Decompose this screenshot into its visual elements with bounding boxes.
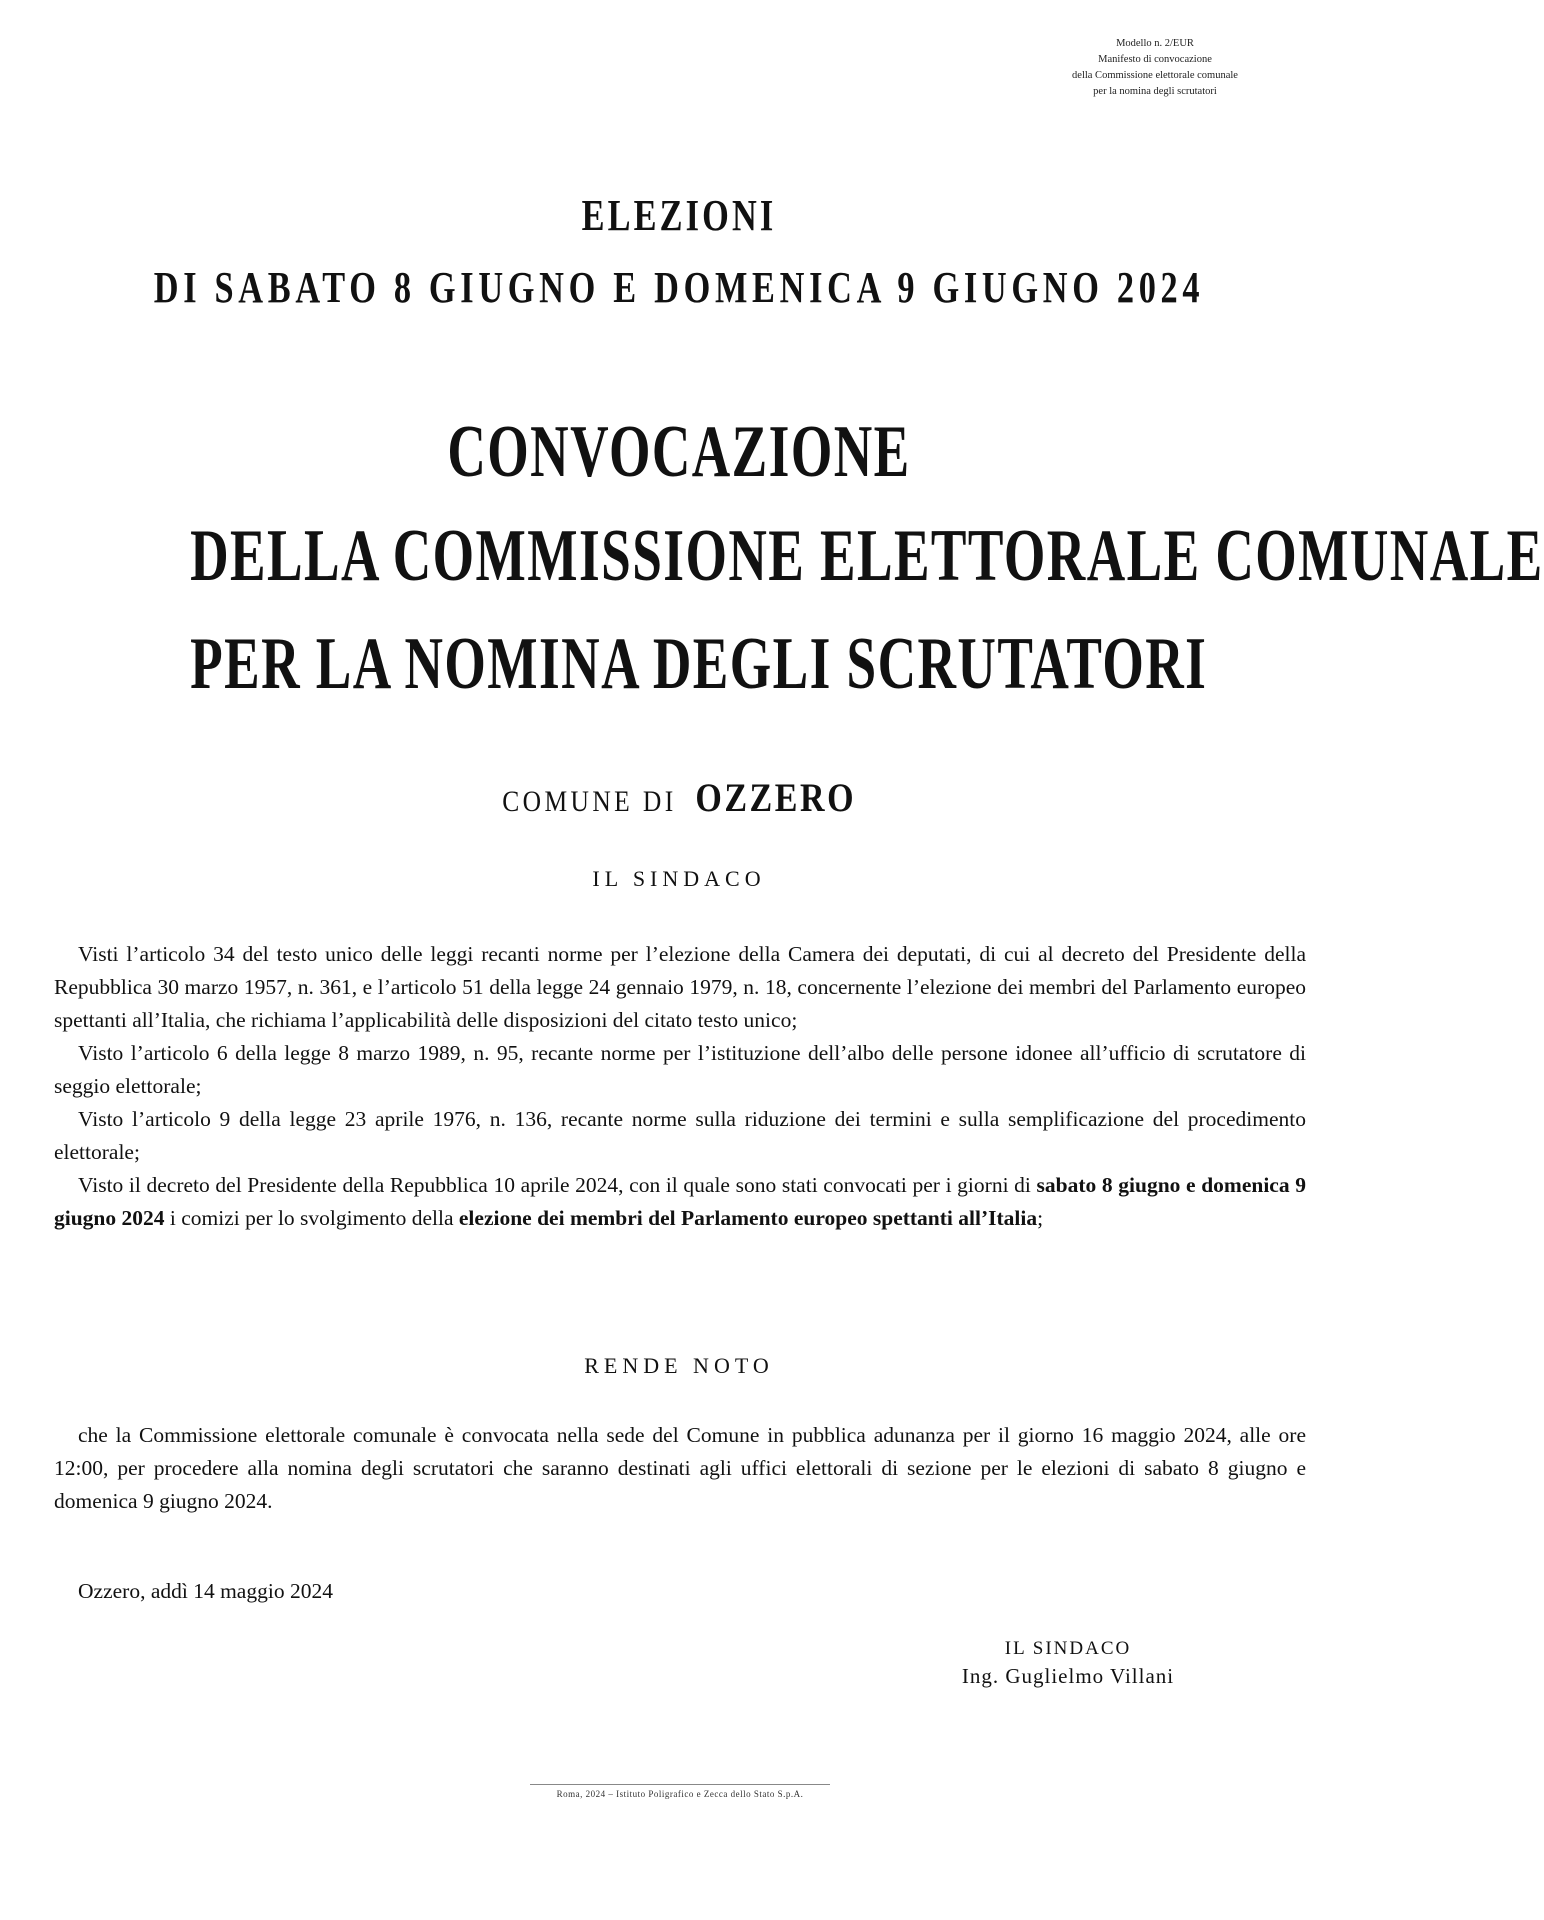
- municipality-line: [0, 774, 1358, 821]
- decree-election-bold: elezione dei membri del Parlamento europeo spettanti all’Italia: [458, 1206, 1038, 1230]
- municipality-prefix: COMUNE DI: [502, 785, 677, 818]
- decree-text-a: Visto il decreto del Presidente della Repubblica 10 aprile 2024, con il quale sono stati convocati per i giorni di: [78, 1173, 1037, 1197]
- decree-text-c: i comizi per lo svolgimento della: [164, 1206, 459, 1230]
- elections-heading: ELEZIONI: [581, 191, 777, 240]
- signature-title: IL SINDACO: [1004, 1638, 1132, 1659]
- model-desc-line-1: Manifesto di convocazione: [1098, 54, 1212, 65]
- model-desc-line-3: per la nomina degli scrutatori: [1093, 86, 1217, 97]
- paragraph-art-9: Visto l’articolo 9 della legge 23 aprile 1976, n. 136, recante norme sulla riduzione dei termini e sulla semplificazione del procedimento elettorale;: [54, 1107, 1306, 1164]
- notice-paragraph: che la Commissione elettorale comunale è convocata nella sede del Comune in pubblica adunanza per il giorno 16 maggio 2024, alle ore 12:00, per procedere alla nomina degli scrutatori che saranno destinati agli uffici elettorali di sezione per le elezioni di sabato 8 giugno e domenica 9 giugno 2024.: [54, 1423, 1306, 1513]
- model-desc-line-2: della Commissione elettorale comunale: [1072, 70, 1238, 81]
- footer-text: Roma, 2024 – Istituto Poligrafico e Zecca dello Stato S.p.A.: [556, 1789, 804, 1799]
- municipality-name: OZZERO: [695, 775, 856, 820]
- decree-dates-bold: sabato 8 giugno e domenica 9 giugno 2024: [54, 1173, 1306, 1230]
- notice-heading: RENDE NOTO: [584, 1353, 774, 1378]
- printer-footer: [530, 1784, 830, 1799]
- convocation-title: CONVOCAZIONE: [447, 411, 911, 493]
- commission-title: DELLA COMMISSIONE ELETTORALE COMUNALE: [190, 515, 1544, 597]
- paragraph-decree: [54, 1169, 1306, 1235]
- paragraph-art-34: Visti l’articolo 34 del testo unico delle leggi recanti norme per l’elezione della Camera dei deputati, di cui al decreto del Presidente della Repubblica 30 marzo 1957, n. 361, e l’articolo 51 della legge 24 gennaio 1979, n. 18, concernente l’elezione dei membri del Parlamento europeo spettanti all’Italia, che richiama l’applicabilità delle disposizioni del citato testo unico;: [54, 942, 1306, 1032]
- nomination-title: PER LA NOMINA DEGLI SCRUTATORI: [190, 623, 1208, 705]
- paragraph-art-6: Visto l’articolo 6 della legge 8 marzo 1989, n. 95, recante norme per l’istituzione dell’albo delle persone idonee all’ufficio di scrutatore di seggio elettorale;: [54, 1041, 1306, 1098]
- notice-body: [54, 1419, 1306, 1518]
- signature-block: [938, 1636, 1198, 1690]
- place-and-date: Ozzero, addì 14 maggio 2024: [78, 1579, 333, 1603]
- form-model-reference: [1040, 36, 1270, 100]
- elections-date-heading: DI SABATO 8 GIUGNO E DOMENICA 9 GIUGNO 2024: [153, 263, 1205, 312]
- model-number: Modello n. 2/EUR: [1116, 38, 1194, 49]
- mayor-heading: IL SINDACO: [592, 866, 766, 891]
- decree-text-e: ;: [1037, 1206, 1044, 1230]
- legal-preamble: [54, 938, 1306, 1235]
- signature-name: Ing. Guglielmo Villani: [961, 1664, 1175, 1688]
- footer-divider: [530, 1784, 830, 1785]
